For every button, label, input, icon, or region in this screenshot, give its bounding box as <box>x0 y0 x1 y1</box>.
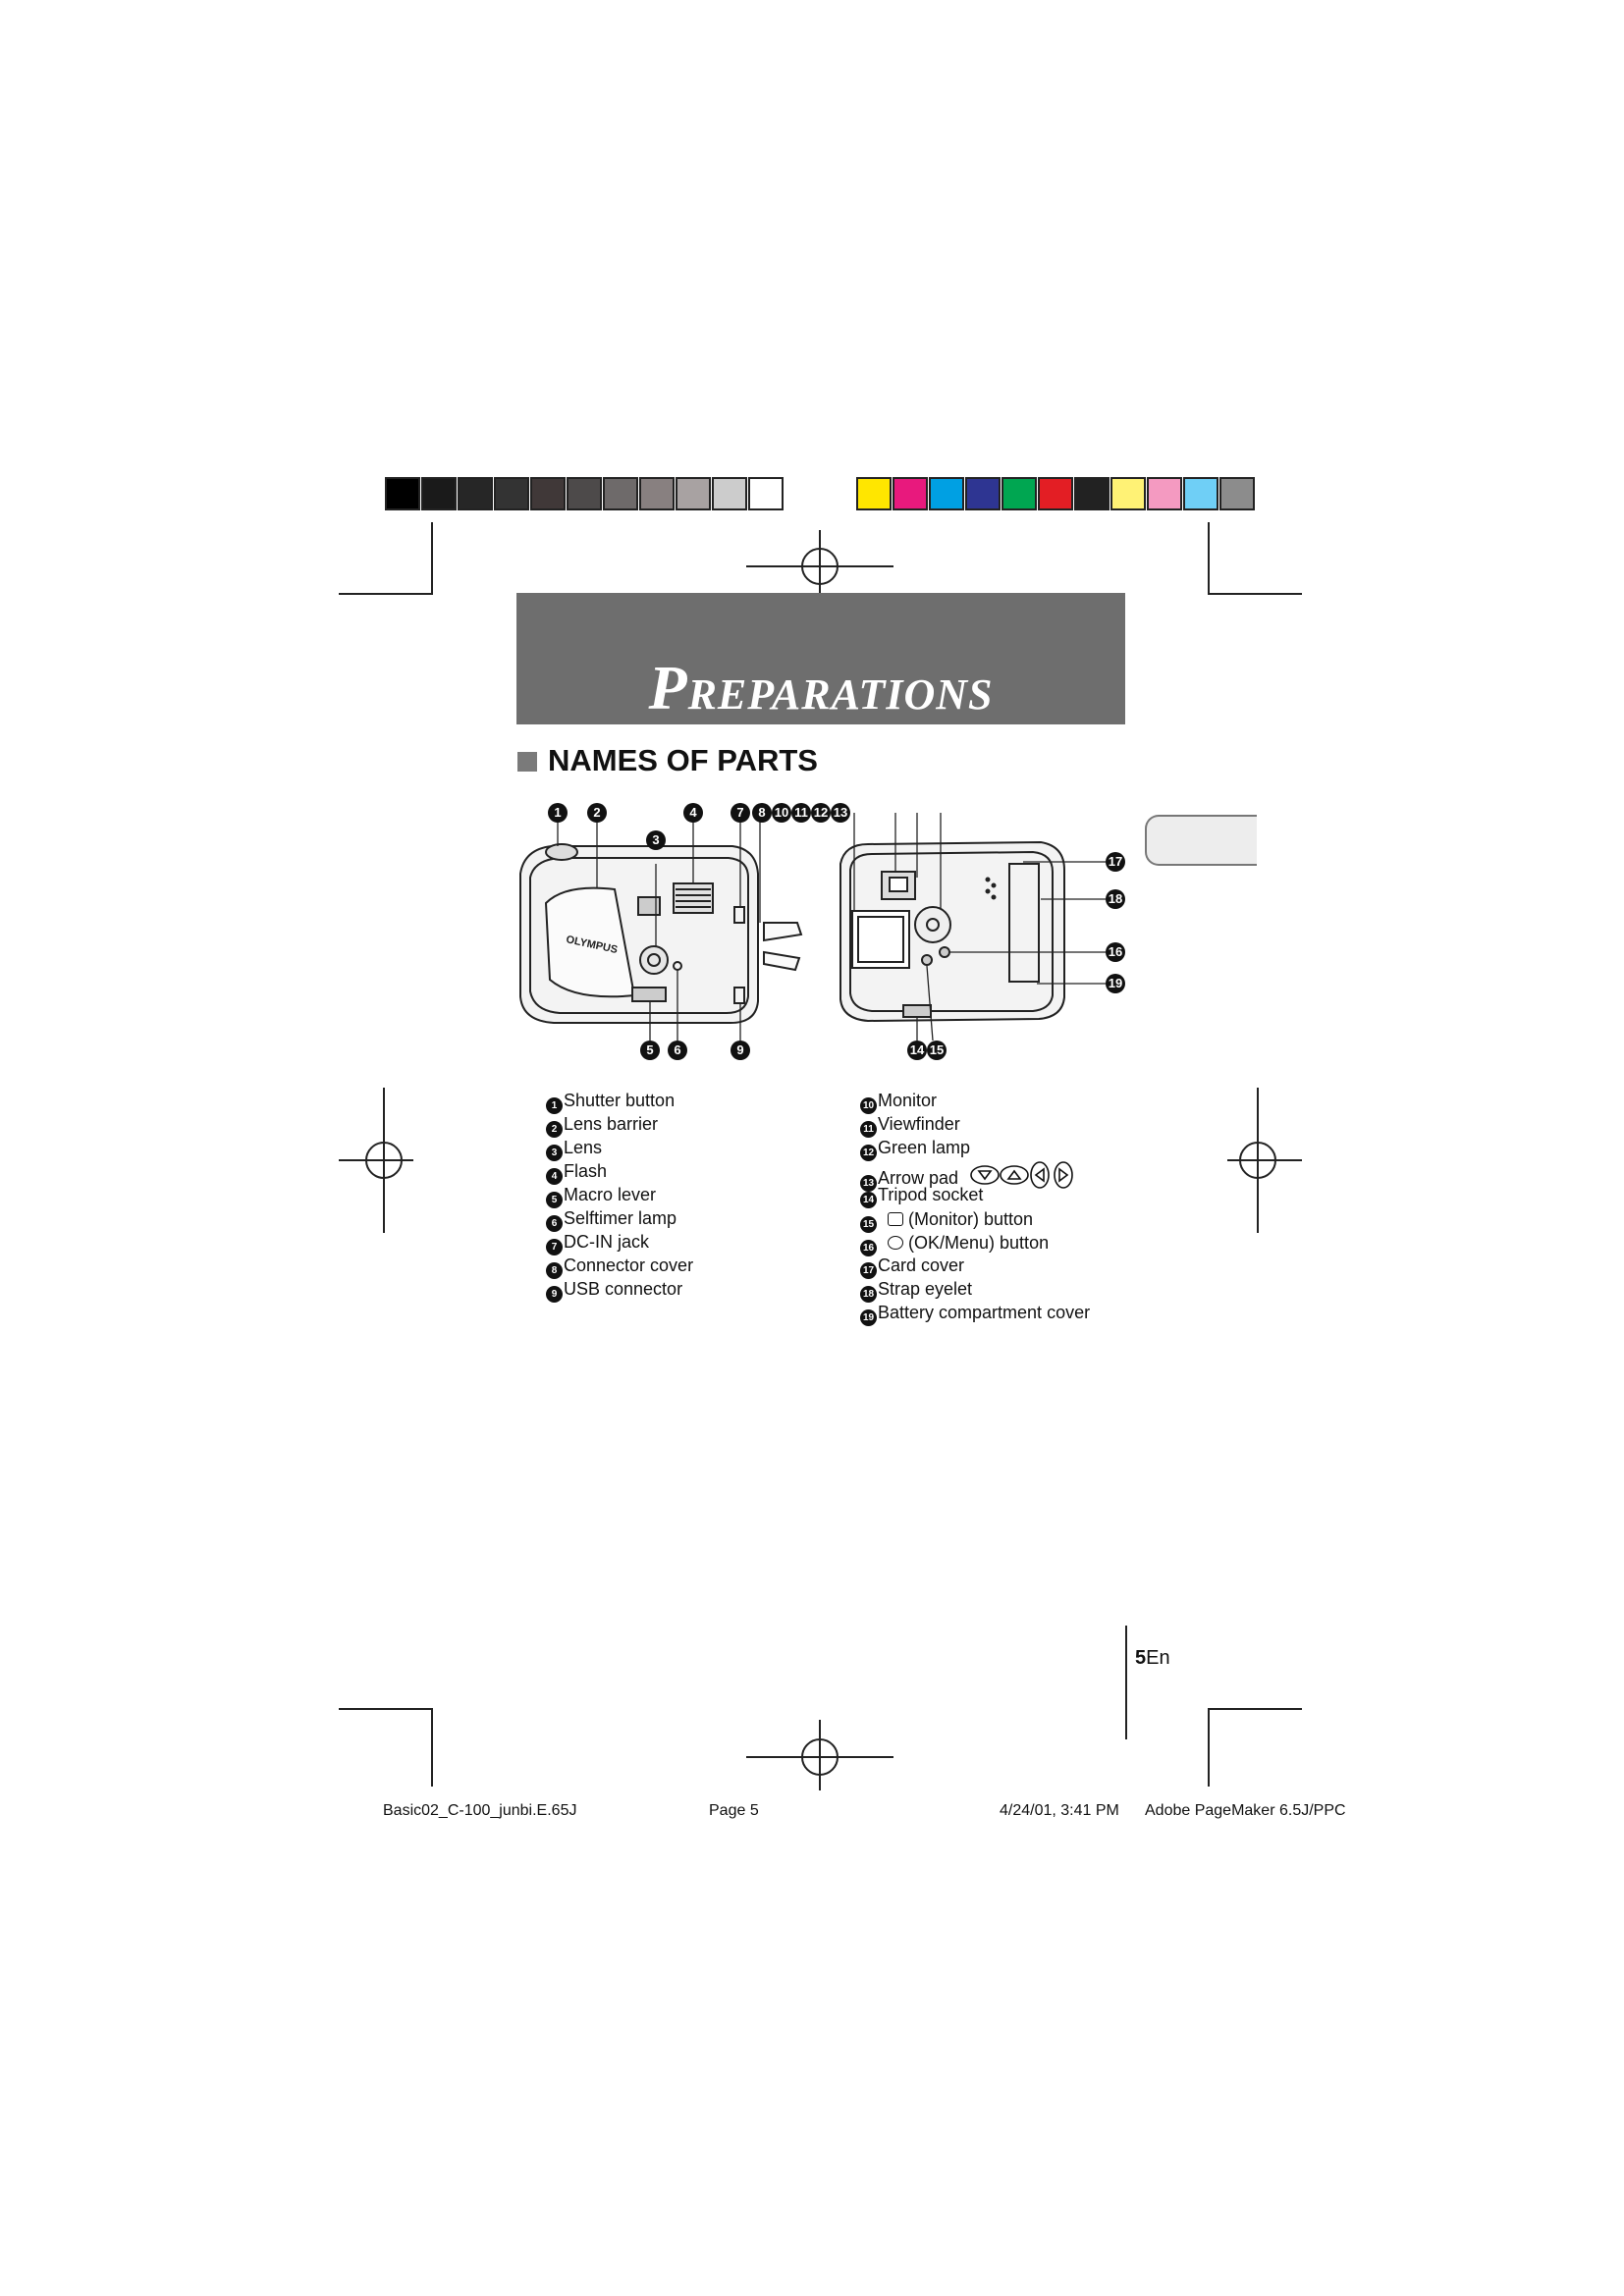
callout-11: 11 <box>791 803 811 823</box>
color-swatch <box>1001 477 1037 510</box>
list-item: 3 Lens <box>546 1137 602 1161</box>
page-number: 5En <box>1135 1647 1170 1669</box>
list-item: 15 (Monitor) button <box>860 1208 1033 1233</box>
callout-12: 12 <box>811 803 831 823</box>
color-swatch <box>530 477 566 510</box>
callout-2: 2 <box>587 803 607 823</box>
color-swatch <box>385 477 420 510</box>
list-item: 4 Flash <box>546 1160 607 1185</box>
list-item: 18 Strap eyelet <box>860 1278 972 1303</box>
color-swatch <box>856 477 892 510</box>
color-swatch <box>458 477 493 510</box>
callout-1: 1 <box>548 803 568 823</box>
color-swatch <box>1183 477 1218 510</box>
color-swatch <box>676 477 711 510</box>
list-item: 2 Lens barrier <box>546 1113 658 1138</box>
callout-18: 18 <box>1106 889 1125 909</box>
list-item: 17 Card cover <box>860 1255 964 1279</box>
callout-17: 17 <box>1106 852 1125 872</box>
ok-menu-button-icon <box>888 1236 903 1250</box>
callout-7: 7 <box>731 803 750 823</box>
camera-front-drawing <box>520 844 801 1023</box>
callout-16: 16 <box>1106 942 1125 962</box>
list-item: 13 Arrow pad <box>860 1160 1075 1192</box>
chapter-tab <box>1145 815 1257 866</box>
monitor-button-icon <box>888 1212 903 1226</box>
list-item: 14 Tripod socket <box>860 1184 983 1208</box>
list-item: 9 USB connector <box>546 1278 682 1303</box>
camera-back-drawing <box>840 842 1064 1021</box>
list-item: 11 Viewfinder <box>860 1113 960 1138</box>
callout-6: 6 <box>668 1041 687 1060</box>
section-bullet-icon <box>517 752 537 772</box>
color-swatch <box>639 477 675 510</box>
section-banner <box>516 593 1125 724</box>
color-swatch <box>893 477 928 510</box>
list-item: 16 (OK/Menu) button <box>860 1232 1049 1256</box>
svg-text:OLYMPUS: OLYMPUS <box>565 934 620 957</box>
footer-date: 4/24/01, 3:41 PM <box>1000 1802 1119 1819</box>
color-swatch <box>567 477 602 510</box>
color-swatch <box>1147 477 1182 510</box>
list-item: 19 Battery compartment cover <box>860 1302 1090 1326</box>
callout-8: 8 <box>752 803 772 823</box>
section-title: NAMES OF PARTS <box>548 743 818 777</box>
color-swatch <box>1219 477 1255 510</box>
callout-15: 15 <box>927 1041 947 1060</box>
callout-14: 14 <box>907 1041 927 1060</box>
callout-13: 13 <box>831 803 850 823</box>
color-swatch <box>965 477 1001 510</box>
list-item: 5 Macro lever <box>546 1184 656 1208</box>
list-item: 6 Selftimer lamp <box>546 1207 677 1232</box>
list-item: 12 Green lamp <box>860 1137 970 1161</box>
color-swatch <box>494 477 529 510</box>
color-swatch <box>1110 477 1146 510</box>
camera-parts-diagram <box>507 795 1155 1070</box>
footer-file-name: Basic02_C-100_junbi.E.65J <box>383 1802 577 1819</box>
callout-10: 10 <box>772 803 791 823</box>
color-swatch <box>712 477 747 510</box>
footer-page: Page 5 <box>709 1802 759 1819</box>
color-swatch <box>421 477 457 510</box>
callout-9: 9 <box>731 1041 750 1060</box>
callout-5: 5 <box>640 1041 660 1060</box>
banner-title: PREPARATIONS <box>648 653 994 722</box>
list-item: 7 DC-IN jack <box>546 1231 649 1255</box>
callout-4: 4 <box>683 803 703 823</box>
list-item: 1 Shutter button <box>546 1090 675 1114</box>
color-swatch <box>603 477 638 510</box>
list-item: 8 Connector cover <box>546 1255 693 1279</box>
color-swatch <box>1074 477 1110 510</box>
color-swatch <box>1038 477 1073 510</box>
callout-19: 19 <box>1106 974 1125 993</box>
list-item: 10 Monitor <box>860 1090 937 1114</box>
footer-app: Adobe PageMaker 6.5J/PPC <box>1145 1802 1346 1819</box>
arrow-pad-icons <box>969 1160 1075 1190</box>
color-swatch <box>748 477 784 510</box>
callout-3: 3 <box>646 830 666 850</box>
color-swatch <box>929 477 964 510</box>
